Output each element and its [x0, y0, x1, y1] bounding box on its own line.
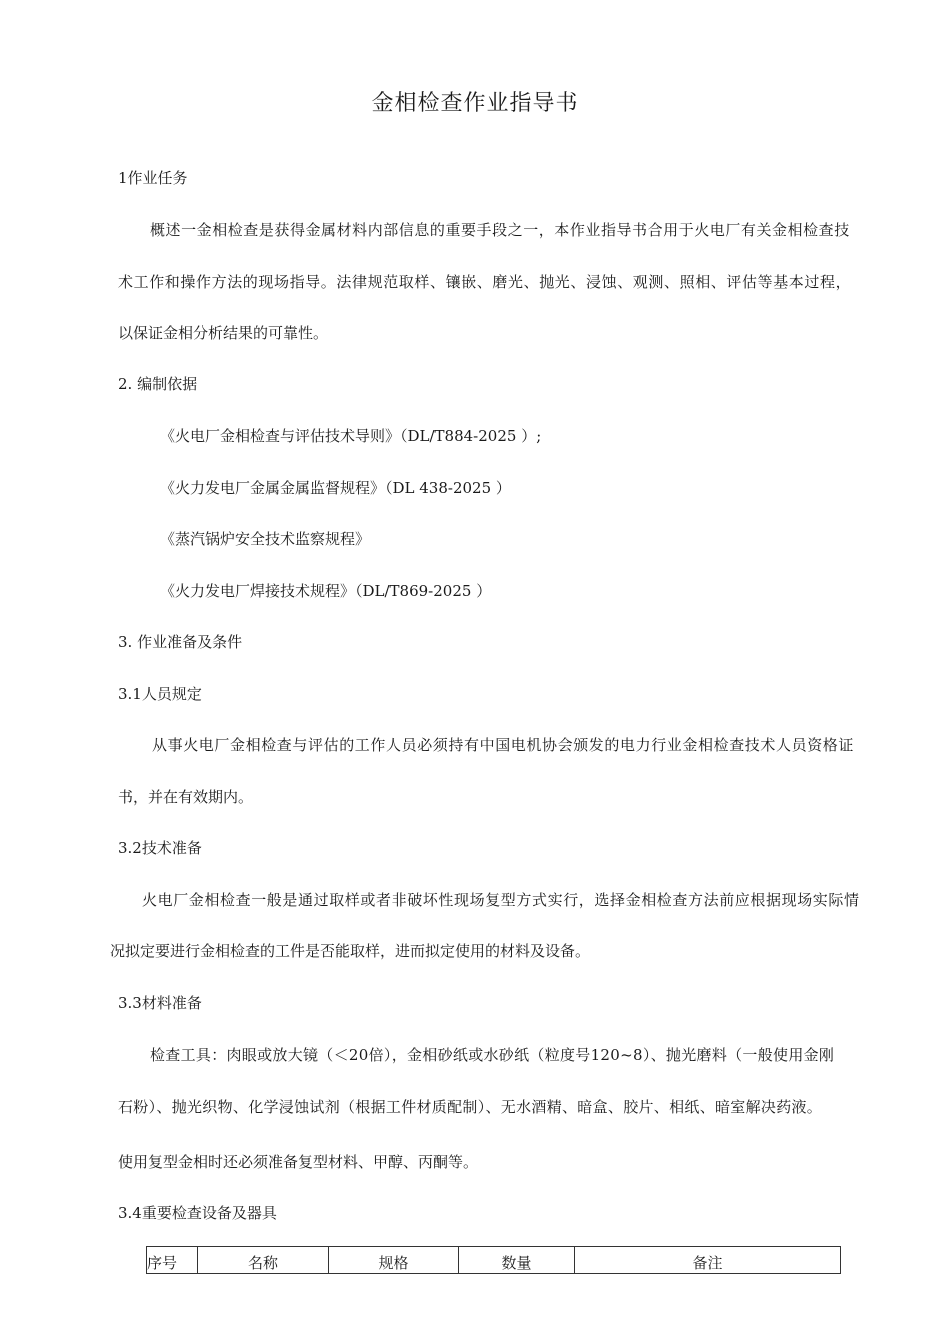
section-1-line-2: 术工作和操作方法的现场指导。法律规范取样、镶嵌、磨光、抛光、浸蚀、观测、照相、评估等基本过程，	[118, 273, 852, 291]
section-3-2-line-1: 火电厂金相检查一般是通过取样或者非破坏性现场复型方式实行，选择金相检查方法前应根据现场实际情	[142, 891, 860, 909]
section-3-2-line-2: 况拟定要进行金相检查的工件是否能取样，进而拟定使用的材料及设备。	[110, 942, 591, 960]
table-header-cell: 数量	[459, 1247, 575, 1274]
table-header-row	[147, 1247, 841, 1274]
section-3-3-line-3: 使用复型金相时还必须准备复型材料、甲醇、丙酮等。	[118, 1153, 479, 1171]
reference-item: 《蒸汽锅炉安全技术监察规程》	[160, 530, 371, 548]
section-3-1-line-2: 书，并在有效期内。	[118, 788, 254, 806]
section-3-heading: 3. 作业准备及条件	[118, 633, 243, 651]
section-3-3-heading: 3.3材料准备	[118, 994, 202, 1012]
section-3-1-line-1: 从事火电厂金相检查与评估的工作人员必须持有中国电机协会颁发的电力行业金相检查技术人员资格证	[152, 736, 855, 754]
section-2-heading: 2. 编制依据	[118, 375, 198, 393]
table-header-cell: 名称	[198, 1247, 329, 1274]
document-title: 金相检查作业指导书	[371, 91, 579, 116]
section-1-line-3: 以保证金相分析结果的可靠性。	[118, 324, 329, 342]
section-3-4-heading: 3.4重要检查设备及器具	[118, 1204, 277, 1222]
section-3-3-line-1: 检查工具：肉眼或放大镜（＜20倍），金相砂纸或水砂纸（粒度号120~8）、抛光磨料（一般使用金刚	[150, 1046, 835, 1064]
section-1-line-1: 概述一金相检查是获得金属材料内部信息的重要手段之一，本作业指导书合用于火电厂有关金相检查技	[150, 221, 850, 239]
reference-item: 《火电厂金相检查与评估技术导则》（DL/T884-2025 ）;	[160, 427, 542, 445]
reference-item: 《火力发电厂焊接技术规程》（DL/T869-2025 ）	[160, 582, 492, 600]
section-1-heading: 1作业任务	[118, 169, 188, 187]
section-3-2-heading: 3.2技术准备	[118, 839, 202, 857]
equipment-table	[146, 1246, 841, 1274]
table-header-cell: 备注	[575, 1247, 841, 1274]
table-header-cell: 序号	[147, 1247, 198, 1274]
reference-item: 《火力发电厂金属金属监督规程》（DL 438-2025 ）	[160, 479, 511, 497]
section-3-1-heading: 3.1人员规定	[118, 685, 202, 703]
table-header-cell: 规格	[329, 1247, 459, 1274]
section-3-3-line-2: 石粉）、抛光织物、化学浸蚀试剂（根据工件材质配制）、无水酒精、暗盒、胶片、相纸、暗室解决药液。	[118, 1098, 823, 1116]
